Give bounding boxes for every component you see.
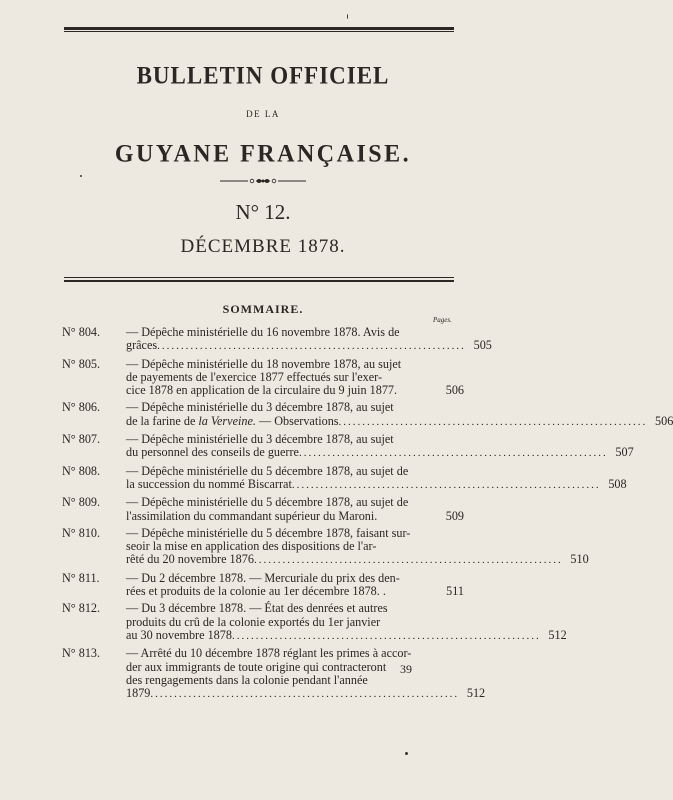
entry-text: produits du crû de la colonie exportés du 1er janvier [126,614,381,629]
dot-leader: ................................................................. [157,340,466,353]
colony-title: GUYANE FRANÇAISE. [114,140,412,168]
paper-speck [80,175,82,177]
summary-heading: SOMMAIRE. [222,302,304,316]
entry-number: N° 807. [62,432,101,447]
paper-speck [347,14,348,19]
entry-page: 511 [446,584,464,599]
list-item [62,432,634,461]
list-item [62,400,673,429]
entry-text: cice 1878 en application de la circulaire du 9 juin 1877. [126,383,398,398]
entry-number: N° 811. [62,570,100,585]
entry-number: N° 806. [62,400,101,415]
entry-text: l'assimilation du commandant supérieur du Maroni. [126,508,378,523]
entry-text: rêté du 20 novembre 1876 [126,552,254,567]
entry-text: — Du 3 décembre 1878. — État des denrées et autres [126,601,388,616]
mid-rule-thick [64,280,454,282]
summary-list [62,325,673,705]
entry-number: N° 812. [62,601,101,616]
entry-text: — Arrêté du 10 décembre 1878 réglant les primes à accor- [126,646,412,661]
entry-page: 505 [473,338,492,353]
entry-page: 506 [655,413,673,428]
entry-text: des rengagements dans la colonie pendant l'année [126,672,368,687]
entry-text: — Dépêche ministérielle du 5 décembre 1878, au sujet de [126,463,409,478]
entry-number: N° 809. [62,495,101,510]
entry-number: N° 810. [62,525,101,540]
entry-text: — Dépêche ministérielle du 16 novembre 1878. Avis de [126,325,400,339]
mid-rule [64,277,454,278]
bulletin-title: BULLETIN OFFICIEL [136,61,390,89]
entry-text: rées et produits de la colonie au 1er décembre 1878. . [126,584,386,599]
entry-text: au 30 novembre 1878 [126,627,232,642]
entry-page: 508 [608,476,627,491]
list-item [62,463,627,493]
entry-page: 512 [548,627,567,642]
bulletin-date: DÉCEMBRE 1878. [180,236,346,257]
pages-label: Pages. [433,316,452,324]
entry-text: — Dépêche ministérielle du 5 décembre 1878, au sujet de [126,495,409,510]
entry-number: N° 804. [62,325,101,339]
list-item [62,572,464,599]
top-rule-thin [64,31,454,32]
entry-page: 507 [615,445,634,460]
ornament-divider [220,176,306,186]
entry-page: 510 [570,552,589,567]
bulletin-number: N° 12. [235,200,291,224]
de-la-text: DE LA [246,109,280,119]
dot-leader: ................................................................. [231,629,541,642]
dot-leader: ................................................................. [150,688,460,701]
entry-text: — Dépêche ministérielle du 3 décembre 1878, au sujet [126,432,394,447]
dot-leader: ................................................................. [291,478,601,491]
entry-text: du personnel des conseils de guerre [126,445,299,460]
entry-number: N° 813. [62,646,101,661]
list-item [62,496,464,523]
paper-speck [405,752,408,755]
entry-text: — Dépêche ministérielle du 18 novembre 1878, au sujet [126,356,402,371]
entry-text: — Dépêche ministérielle du 5 décembre 1878, faisant sur- [126,525,411,540]
entry-text: grâces [126,338,158,353]
list-item [62,525,589,568]
entry-text: la succession du nommé Biscarrat [126,476,292,491]
entry-page: 509 [445,508,464,523]
entry-number: N° 808. [62,463,101,478]
dot-leader: ................................................................. [298,447,608,460]
entry-text-italic: la Verveine. [198,413,256,428]
dot-leader: ................................................................. [338,415,648,428]
entry-text: der aux immigrants de toute origine qui contracteront [126,659,387,674]
entry-text: de la farine de [126,413,196,428]
entry-text: 1879 [126,686,151,701]
list-item [62,358,464,398]
entry-text: — Observations [258,413,339,428]
entry-text: — Du 2 décembre 1878. — Mercuriale du prix des den- [126,570,400,585]
entry-text: de payements de l'exercice 1877 effectués sur l'exer- [126,369,383,384]
dot-leader: ................................................................. [253,554,563,567]
page-folio: 39 [400,662,412,676]
top-rule [64,27,454,30]
entry-page: 512 [466,686,486,701]
entry-number: N° 805. [62,356,101,371]
list-item [62,601,567,643]
list-item [62,325,492,354]
entry-text: — Dépêche ministérielle du 3 décembre 1878, au sujet [126,400,394,415]
entry-text: seoir la mise en application des dispositions de l'ar- [126,539,377,554]
entry-page: 506 [445,383,464,398]
